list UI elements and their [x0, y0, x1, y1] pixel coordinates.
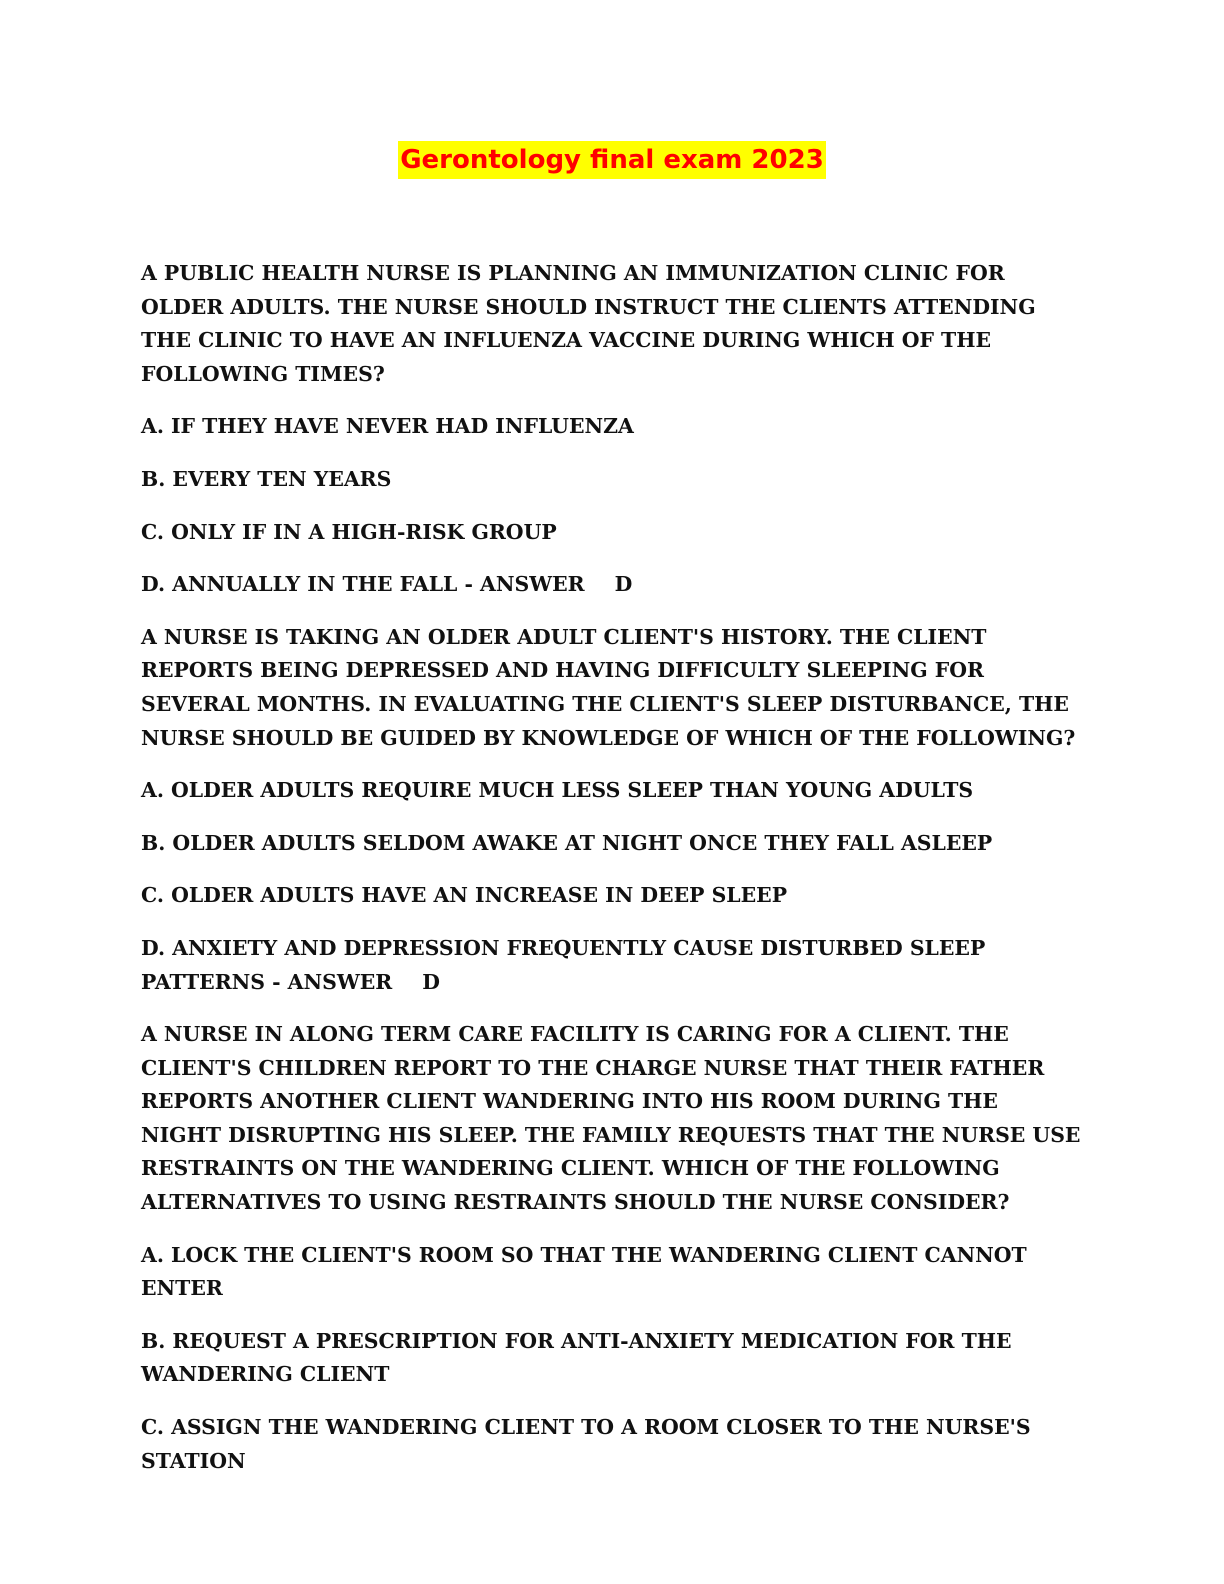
question-3-option-b: B. REQUEST A PRESCRIPTION FOR ANTI-ANXIETY MEDICATION FOR THE WANDERING CLIENT — [141, 1328, 1012, 1387]
question-1-option-d-text: D. ANNUALLY IN THE FALL - ANSWER — [141, 572, 585, 597]
page-title: Gerontology final exam 2023 — [398, 141, 826, 179]
question-1: A PUBLIC HEALTH NURSE IS PLANNING AN IMMUNIZATION CLINIC FOR OLDER ADULTS. THE NURSE SHOULD INSTRUCT THE CLIENTS ATTENDING THE CLINIC TO HAVE AN INFLUENZA VACCINE DURING WHICH OF THE FOLLOWING TIMES? — [141, 261, 1036, 386]
question-2-option-a: A. OLDER ADULTS REQUIRE MUCH LESS SLEEP THAN YOUNG ADULTS — [141, 778, 974, 803]
question-1-option-a: A. IF THEY HAVE NEVER HAD INFLUENZA — [141, 414, 634, 439]
question-3-option-a: A. LOCK THE CLIENT'S ROOM SO THAT THE WANDERING CLIENT CANNOT ENTER — [141, 1242, 1027, 1301]
document-body — [141, 257, 1081, 1497]
question-3: A NURSE IN ALONG TERM CARE FACILITY IS CARING FOR A CLIENT. THE CLIENT'S CHILDREN REPORT TO THE CHARGE NURSE THAT THEIR FATHER REPORTS ANOTHER CLIENT WANDERING INTO HIS ROOM DURING THE NIGHT DISRUPTING HIS SLEEP. THE FAMILY REQUESTS THAT THE NURSE USE RESTRAINTS ON THE WANDERING CLIENT. WHICH OF THE FOLLOWING ALTERNATIVES TO USING RESTRAINTS SHOULD THE NURSE CONSIDER? — [141, 1022, 1081, 1215]
question-3-option-c: C. ASSIGN THE WANDERING CLIENT TO A ROOM CLOSER TO THE NURSE'S STATION — [141, 1415, 1031, 1473]
question-2-option-b: B. OLDER ADULTS SELDOM AWAKE AT NIGHT ONCE THEY FALL ASLEEP — [141, 830, 993, 855]
question-2: A NURSE IS TAKING AN OLDER ADULT CLIENT'S HISTORY. THE CLIENT REPORTS BEING DEPRESSED AND HAVING DIFFICULTY SLEEPING FOR SEVERAL MONTHS. IN EVALUATING THE CLIENT'S SLEEP DISTURBANCE, THE NURSE SHOULD BE GUIDED BY KNOWLEDGE OF WHICH OF THE FOLLOWING? — [141, 624, 1076, 750]
question-1-option-c: C. ONLY IF IN A HIGH-RISK GROUP — [141, 519, 557, 544]
question-2-option-d — [141, 932, 1081, 999]
question-2-option-d-text: D. ANXIETY AND DEPRESSION FREQUENTLY CAUSE DISTURBED SLEEP PATTERNS - ANSWER — [141, 935, 986, 994]
question-1-option-b: B. EVERY TEN YEARS — [141, 466, 392, 491]
question-1-answer: D — [614, 572, 633, 597]
question-2-answer: D — [422, 969, 440, 994]
title-wrapper — [0, 141, 1224, 179]
question-1-option-d — [141, 568, 1081, 602]
question-2-option-c: C. OLDER ADULTS HAVE AN INCREASE IN DEEP SLEEP — [141, 883, 788, 908]
